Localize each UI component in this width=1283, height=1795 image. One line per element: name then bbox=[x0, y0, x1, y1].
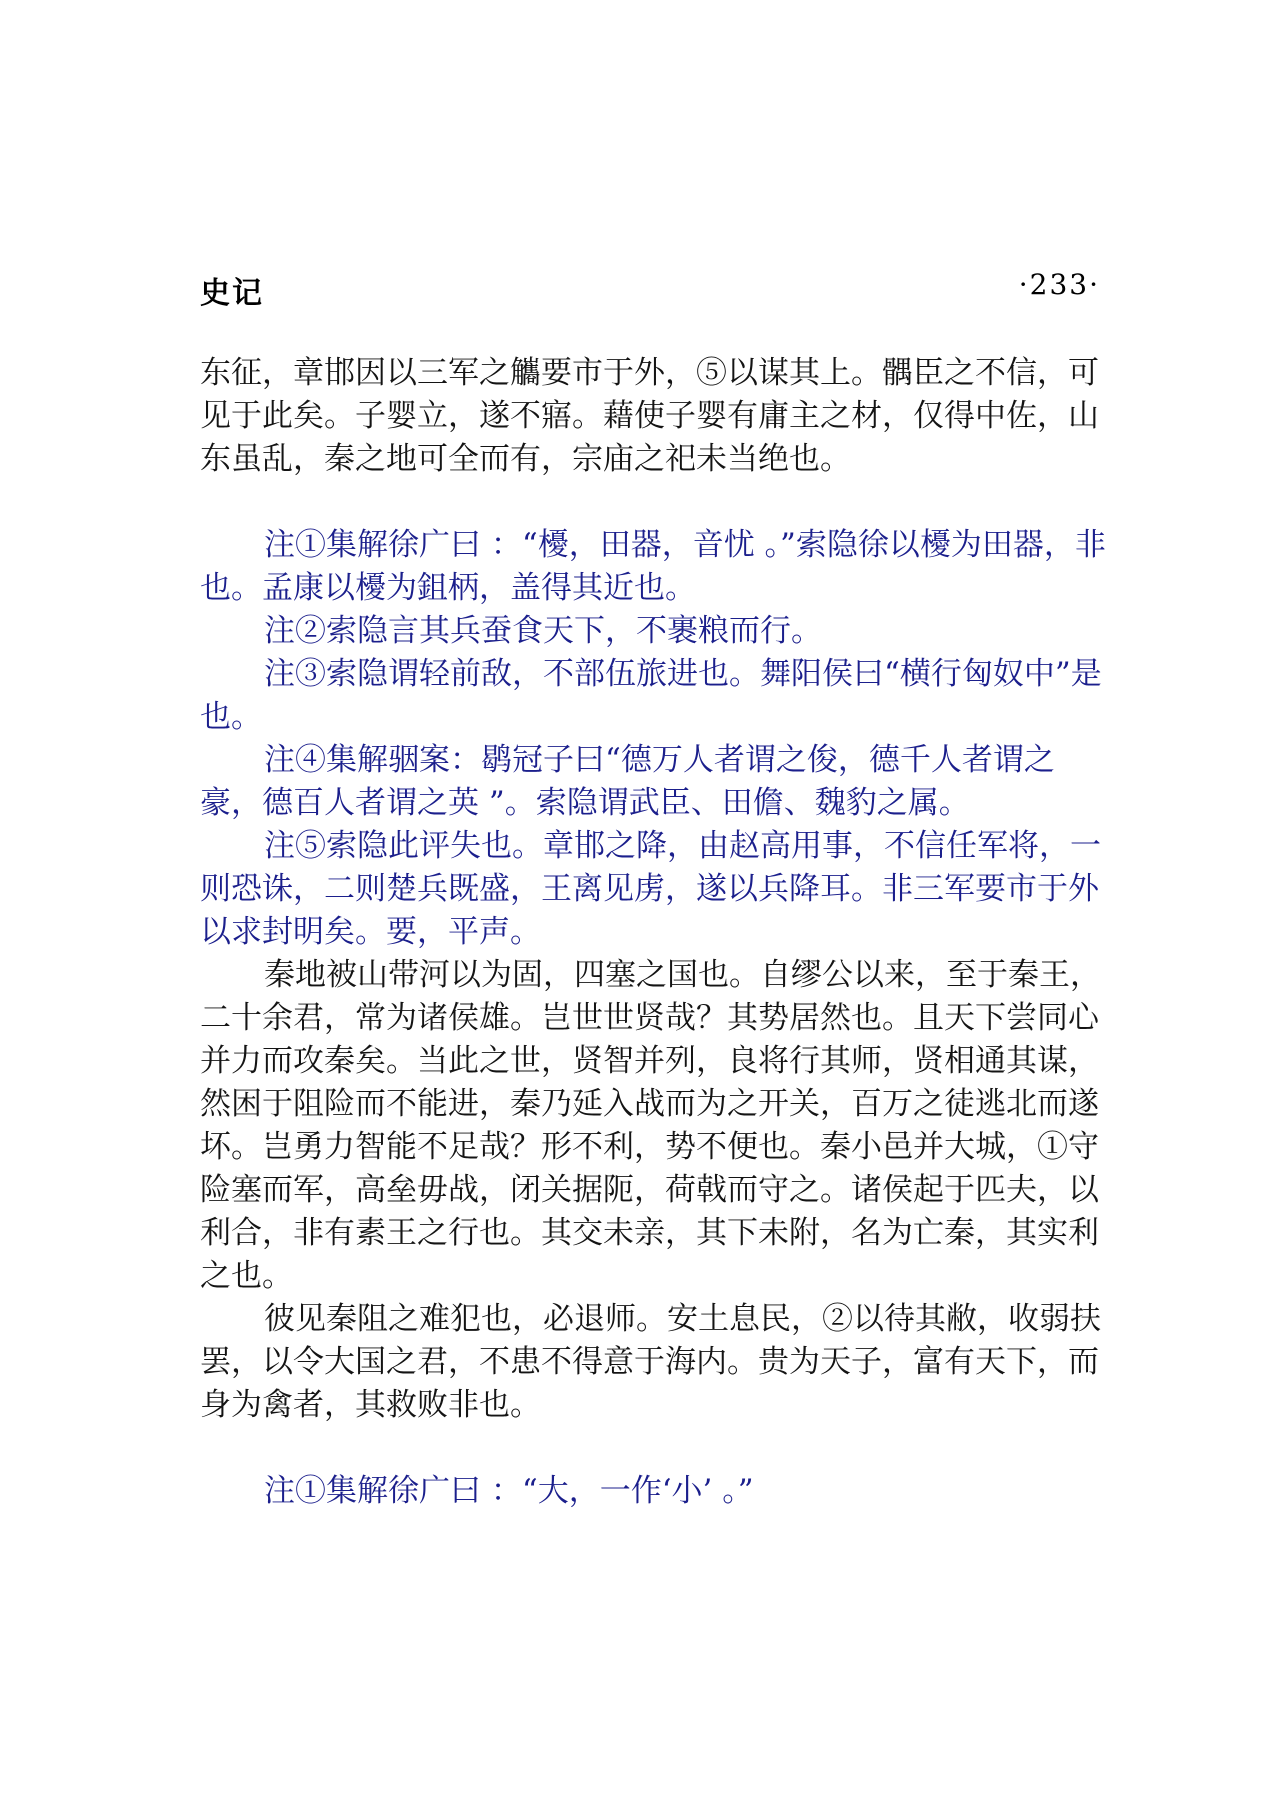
note-5: 注⑤索隐此评失也。章邯之降，由赵高用事，不信任军将，一则恐诛，二则楚兵既盛，王离见虏，遂以兵降耳。非三军要市于外以求封明矣。要，平声。 bbox=[200, 828, 1101, 950]
page-header bbox=[200, 268, 1100, 311]
spacer bbox=[200, 1427, 1110, 1470]
paragraph-qin-defense: 彼见秦阻之难犯也，必退师。安土息民，②以待其敝，收弱扶罢，以令大国之君，不患不得意于海内。贵为天子，富有天下，而身为禽者，其救败非也。 bbox=[200, 1301, 1101, 1423]
note-1-second-section: 注①集解徐广曰 ：“大，一作‘小’ 。” bbox=[264, 1473, 754, 1509]
note-2: 注②索隐言其兵蚕食天下，不裹粮而行。 bbox=[264, 613, 822, 649]
paragraph-qin-terrain: 秦地被山带河以为固，四塞之国也。自缪公以来，至于秦王，二十余君，常为诸侯雄。岂世世贤哉？其势居然也。且天下尝同心并力而攻秦矣。当此之世，贤智并列，良将行其师，贤相通其谋，然困于阻险而不能进，秦乃延入战而为之开关，百万之徒逃北而遂坏。岂勇力智能不足哉？形不利，势不便也。秦小邑并大城，①守险塞而军，高垒毋战，闭关据阨，荷戟而守之。诸侯起于匹夫，以利合，非有素王之行也。其交未亲，其下未附，名为亡秦，其实利之也。 bbox=[200, 957, 1101, 1294]
spacer bbox=[200, 481, 1110, 524]
paragraph-continued: 东征，章邯因以三军之觿要市于外，⑤以谋其上。髃臣之不信，可见于此矣。子婴立，遂不寤。藉使子婴有庸主之材，仅得中佐，山东虽乱，秦之地可全而有，宗庙之祀未当绝也。 bbox=[200, 355, 1099, 477]
page-number: ·233· bbox=[1018, 268, 1100, 301]
note-4: 注④集解骃案：鹖冠子曰“德万人者谓之俊，德千人者谓之豪，德百人者谓之英 ”。索隐谓武臣、田儋、魏豹之属。 bbox=[200, 742, 1055, 821]
note-3: 注③索隐谓轻前敌，不部伍旅进也。舞阳侯曰“横行匈奴中”是也。 bbox=[200, 656, 1102, 735]
book-title: 史记 bbox=[200, 276, 264, 311]
note-1: 注①集解徐广曰 ：“櫌，田器，音忧 。”索隐徐以櫌为田器，非也。孟康以櫌为鉏柄，盖得其近也。 bbox=[200, 527, 1106, 606]
body-text bbox=[200, 352, 1110, 1513]
